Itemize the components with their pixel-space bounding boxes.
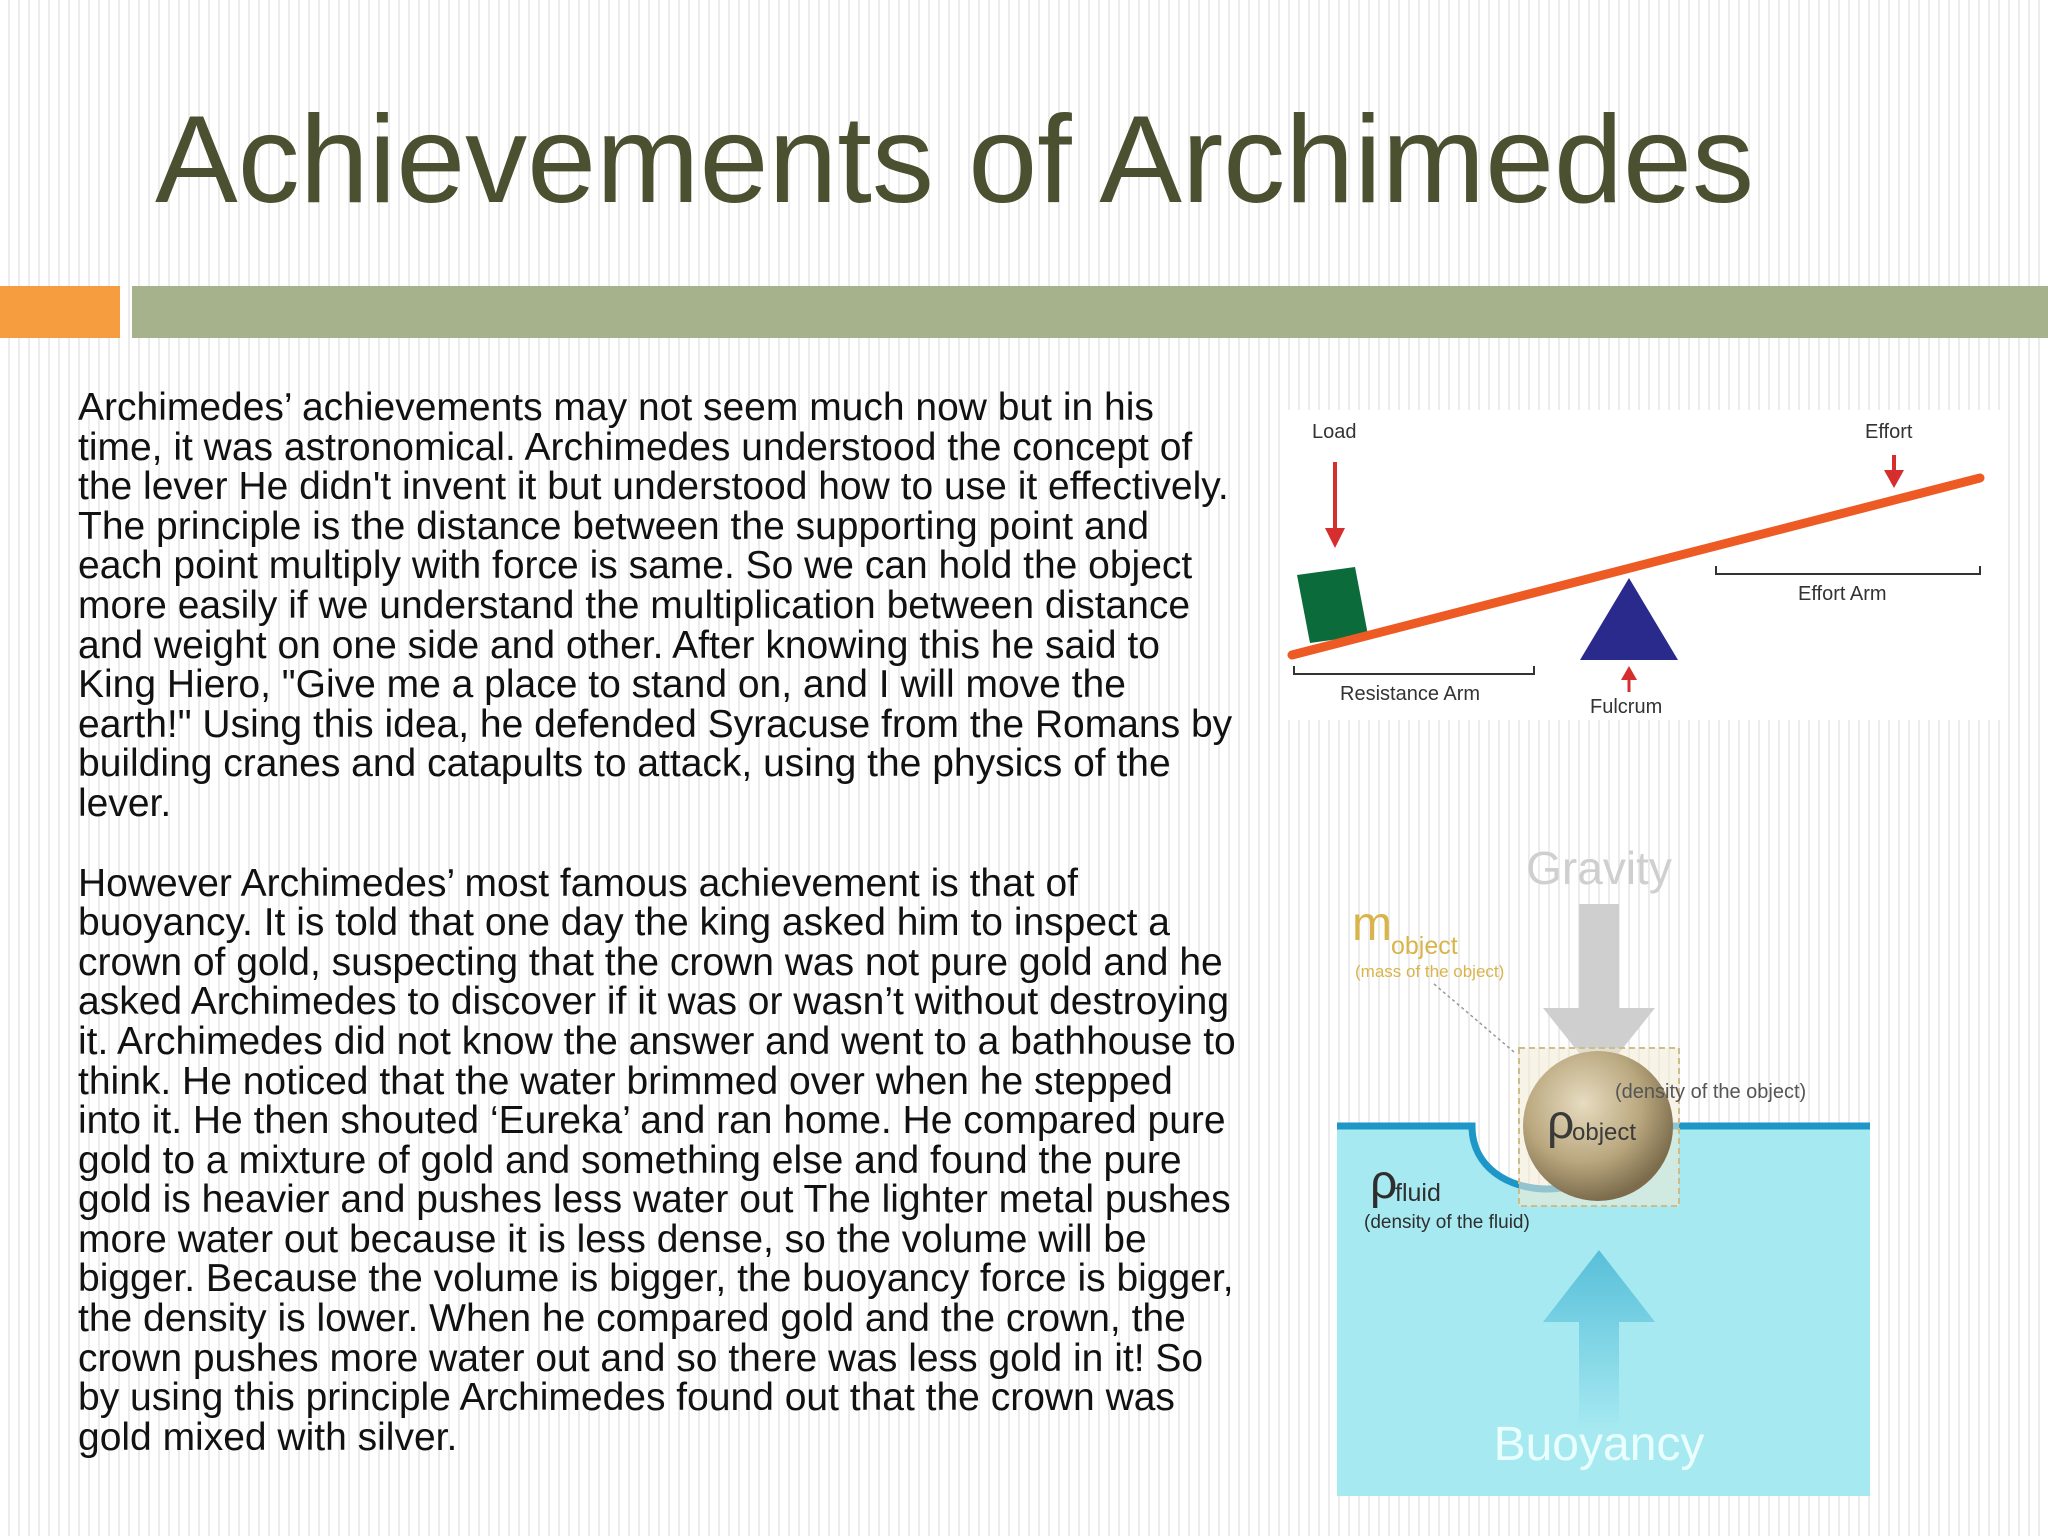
fulcrum-arrow-icon <box>1621 666 1637 692</box>
effort-arrow-icon <box>1884 455 1904 488</box>
paragraph-lever: Archimedes’ achievements may not seem much now but in his time, it was astronomical. Archimedes understood the concept of the lever He didn't invent it but understood how to use it effectively. The principle is the distance between the supporting point and each point multiply with force is same. So we can hold the object more easily if we understand the multiplication between distance and weight on one side and other. After knowing this he said to King Hiero, "Give me a place to stand on, and I will move the earth!" Using this idea, he defended Syracuse from the Romans by building cranes and catapults to attack, using the physics of the lever. <box>78 386 1233 825</box>
paragraph-buoyancy: However Archimedes’ most famous achievement is that of buoyancy. It is told that one day the king asked him to inspect a crown of gold, suspecting that the crown was not pure gold and he asked Archimedes to discover if it was or wasn’t without destroying it. Archimedes did not know the answer and went to a bathhouse to think. He noticed that the water brimmed over when he stepped into it. He then shouted ‘Eureka’ and ran home. He compared pure gold to a mixture of gold and something else and found the pure gold is heavier and pushes less water out The lighter metal pushes more water out because it is less dense, so the volume will be bigger. Because the volume is bigger, the buoyancy force is bigger, the density is lower. When he compared gold and the crown, the crown pushes more water out and so there was less gold in it! So by using this principle Archimedes found out that the crown was gold mixed with silver. <box>78 861 1236 1459</box>
buoyancy-label: Buoyancy <box>1493 1418 1705 1471</box>
load-label: Load <box>1312 421 1357 443</box>
body-text <box>78 388 1243 1457</box>
gravity-label: Gravity <box>1526 842 1672 894</box>
mass-leader-line <box>1434 984 1514 1052</box>
object-subscript: object <box>1572 1119 1637 1146</box>
fulcrum-label: Fulcrum <box>1590 696 1663 718</box>
effort-arm-label: Effort Arm <box>1798 583 1887 605</box>
fluid-density-note: (density of the fluid) <box>1364 1212 1530 1233</box>
fulcrum-triangle <box>1580 578 1678 660</box>
mass-note: (mass of the object) <box>1355 962 1505 981</box>
mass-symbol: m <box>1352 898 1392 951</box>
effort-arm-bracket <box>1716 566 1980 574</box>
load-block <box>1297 567 1368 643</box>
effort-label: Effort <box>1865 421 1913 443</box>
slide-title: Achievements of Archimedes <box>155 91 1754 229</box>
resistance-arm-bracket <box>1294 666 1534 674</box>
mass-subscript: object <box>1391 932 1458 960</box>
fluid-subscript: fluid <box>1395 1179 1441 1207</box>
accent-bar-green <box>132 286 2048 338</box>
load-arrow-icon <box>1325 462 1345 548</box>
buoyancy-diagram <box>1282 820 2002 1520</box>
object-density-note: (density of the object) <box>1615 1081 1807 1103</box>
lever-diagram <box>1282 410 2002 720</box>
resistance-arm-label: Resistance Arm <box>1340 683 1481 705</box>
accent-bar-orange <box>0 286 120 338</box>
fluid-rho: ρ <box>1370 1156 1398 1209</box>
object-rho: ρ <box>1547 1096 1575 1149</box>
